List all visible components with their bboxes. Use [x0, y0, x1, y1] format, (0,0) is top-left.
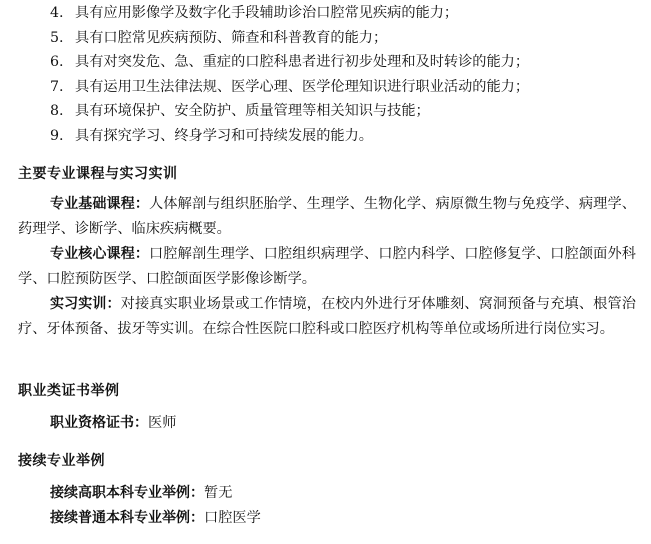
higher-vocational-value: 暂无 [204, 485, 233, 501]
list-item-text: 具有探究学习、终身学习和可持续发展的能力。 [75, 127, 373, 144]
list-item [50, 29, 645, 54]
certificate-line [50, 414, 176, 432]
list-item-number: 7. [50, 78, 64, 95]
list-item-number: 9. [50, 127, 64, 144]
certificate-value: 医师 [148, 415, 177, 431]
general-undergrad-line [50, 509, 261, 527]
list-item-number: 4. [50, 5, 64, 21]
practice-paragraph [18, 292, 636, 342]
list-item-number: 5. [50, 29, 64, 46]
basic-courses-label: 专业基础课程： [50, 196, 149, 212]
list-item-text: 具有口腔常见疾病预防、筛查和科普教育的能力； [75, 29, 388, 46]
list-item-text: 具有环境保护、安全防护、质量管理等相关知识与技能； [75, 103, 430, 120]
core-courses-text: 口腔解剖生理学、口腔组织病理学、口腔内科学、口腔修复学、口腔颌面外科学、口腔预防医学、口腔颌面医学影像诊断学。 [18, 246, 636, 287]
list-item-text: 具有对突发危、急、重症的口腔科患者进行初步处理和及时转诊的能力； [75, 54, 530, 71]
list-item [50, 4, 645, 29]
higher-vocational-label: 接续高职本科专业举例： [50, 485, 204, 501]
practice-text: 对接真实职业场景或工作情境，在校内外进行牙体雕刻、窝洞预备与充填、根管治疗、牙体预备、拔牙等实训。在综合性医院口腔科或口腔医疗机构等单位或场所进行岗位实习。 [18, 296, 636, 337]
list-item [50, 53, 645, 78]
list-item-text: 具有运用卫生法律法规、医学心理、医学伦理知识进行职业活动的能力； [75, 78, 530, 95]
list-item [50, 78, 645, 103]
core-courses-paragraph [18, 242, 636, 292]
ability-list [50, 4, 645, 152]
list-item-number: 8. [50, 103, 64, 120]
general-undergrad-value: 口腔医学 [204, 510, 261, 526]
higher-vocational-line [50, 484, 232, 502]
basic-courses-paragraph [18, 192, 636, 242]
practice-label: 实习实训： [50, 296, 121, 312]
certificates-heading: 职业类证书举例 [18, 383, 120, 399]
list-item-text: 具有应用影像学及数字化手段辅助诊治口腔常见疾病的能力； [75, 5, 459, 21]
basic-courses-text: 人体解剖与组织胚胎学、生理学、生物化学、病原微生物与免疫学、病理学、药理学、诊断学、临床疾病概要。 [18, 196, 636, 237]
list-item [50, 127, 645, 152]
core-courses-label: 专业核心课程： [50, 246, 149, 262]
list-item [50, 102, 645, 127]
continuing-heading: 接续专业举例 [18, 453, 105, 469]
list-item-number: 6. [50, 54, 64, 71]
courses-heading: 主要专业课程与实习实训 [18, 166, 178, 182]
certificate-label: 职业资格证书： [50, 415, 148, 431]
general-undergrad-label: 接续普通本科专业举例： [50, 510, 204, 526]
